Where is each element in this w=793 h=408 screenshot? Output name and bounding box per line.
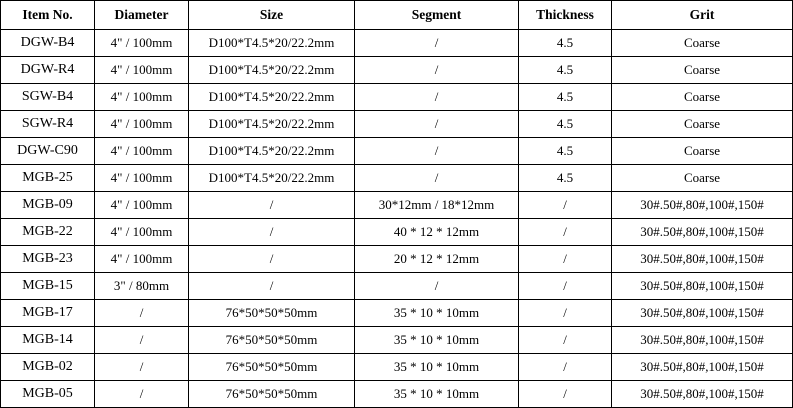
- cell-diameter: /: [95, 354, 189, 381]
- cell-thickness: 4.5: [519, 111, 612, 138]
- cell-thickness: 4.5: [519, 138, 612, 165]
- cell-segment: /: [355, 84, 519, 111]
- cell-size: /: [189, 246, 355, 273]
- cell-segment: 40 * 12 * 12mm: [355, 219, 519, 246]
- cell-size: 76*50*50*50mm: [189, 381, 355, 408]
- cell-diameter: /: [95, 300, 189, 327]
- cell-thickness: 4.5: [519, 165, 612, 192]
- cell-segment: 35 * 10 * 10mm: [355, 381, 519, 408]
- table-header-row: [1, 1, 793, 30]
- cell-size: D100*T4.5*20/22.2mm: [189, 84, 355, 111]
- cell-diameter: 4" / 100mm: [95, 246, 189, 273]
- cell-thickness: /: [519, 192, 612, 219]
- cell-thickness: /: [519, 327, 612, 354]
- cell-grit: 30#.50#,80#,100#,150#: [612, 273, 793, 300]
- cell-size: /: [189, 192, 355, 219]
- cell-grit: 30#.50#,80#,100#,150#: [612, 219, 793, 246]
- cell-diameter: 4" / 100mm: [95, 219, 189, 246]
- header-segment: Segment: [355, 1, 519, 30]
- cell-segment: /: [355, 30, 519, 57]
- cell-segment: 35 * 10 * 10mm: [355, 327, 519, 354]
- header-size: Size: [189, 1, 355, 30]
- cell-thickness: /: [519, 300, 612, 327]
- cell-grit: 30#.50#,80#,100#,150#: [612, 381, 793, 408]
- cell-grit: 30#.50#,80#,100#,150#: [612, 246, 793, 273]
- cell-item-no: MGB-05: [1, 381, 95, 408]
- cell-diameter: 4" / 100mm: [95, 165, 189, 192]
- cell-diameter: 4" / 100mm: [95, 111, 189, 138]
- cell-size: /: [189, 219, 355, 246]
- cell-diameter: /: [95, 327, 189, 354]
- table-row: [1, 273, 793, 300]
- cell-item-no: MGB-25: [1, 165, 95, 192]
- cell-size: D100*T4.5*20/22.2mm: [189, 138, 355, 165]
- header-grit: Grit: [612, 1, 793, 30]
- cell-size: 76*50*50*50mm: [189, 354, 355, 381]
- table-row: [1, 327, 793, 354]
- cell-grit: Coarse: [612, 111, 793, 138]
- header-thickness: Thickness: [519, 1, 612, 30]
- cell-size: D100*T4.5*20/22.2mm: [189, 111, 355, 138]
- cell-diameter: 4" / 100mm: [95, 84, 189, 111]
- table-row: [1, 57, 793, 84]
- cell-item-no: DGW-C90: [1, 138, 95, 165]
- cell-size: D100*T4.5*20/22.2mm: [189, 57, 355, 84]
- cell-thickness: /: [519, 381, 612, 408]
- cell-segment: 35 * 10 * 10mm: [355, 354, 519, 381]
- cell-grit: Coarse: [612, 57, 793, 84]
- cell-item-no: DGW-B4: [1, 30, 95, 57]
- cell-thickness: /: [519, 246, 612, 273]
- cell-item-no: MGB-02: [1, 354, 95, 381]
- cell-size: /: [189, 273, 355, 300]
- table-row: [1, 219, 793, 246]
- cell-grit: Coarse: [612, 30, 793, 57]
- table-row: [1, 30, 793, 57]
- cell-segment: /: [355, 57, 519, 84]
- cell-item-no: MGB-15: [1, 273, 95, 300]
- table-row: [1, 381, 793, 408]
- table-row: [1, 165, 793, 192]
- table-row: [1, 300, 793, 327]
- cell-grit: 30#.50#,80#,100#,150#: [612, 327, 793, 354]
- table-row: [1, 138, 793, 165]
- table-row: [1, 84, 793, 111]
- cell-segment: 30*12mm / 18*12mm: [355, 192, 519, 219]
- cell-grit: Coarse: [612, 165, 793, 192]
- table-row: [1, 111, 793, 138]
- cell-diameter: 3" / 80mm: [95, 273, 189, 300]
- table-row: [1, 354, 793, 381]
- cell-segment: /: [355, 273, 519, 300]
- cell-item-no: MGB-14: [1, 327, 95, 354]
- cell-item-no: MGB-17: [1, 300, 95, 327]
- cell-grit: Coarse: [612, 84, 793, 111]
- cell-segment: 35 * 10 * 10mm: [355, 300, 519, 327]
- cell-grit: 30#.50#,80#,100#,150#: [612, 192, 793, 219]
- header-item-no: Item No.: [1, 1, 95, 30]
- cell-item-no: MGB-23: [1, 246, 95, 273]
- cell-size: D100*T4.5*20/22.2mm: [189, 30, 355, 57]
- cell-thickness: 4.5: [519, 57, 612, 84]
- cell-segment: /: [355, 138, 519, 165]
- cell-grit: 30#.50#,80#,100#,150#: [612, 300, 793, 327]
- cell-size: D100*T4.5*20/22.2mm: [189, 165, 355, 192]
- table-row: [1, 192, 793, 219]
- header-diameter: Diameter: [95, 1, 189, 30]
- cell-item-no: MGB-22: [1, 219, 95, 246]
- cell-thickness: /: [519, 219, 612, 246]
- cell-thickness: /: [519, 273, 612, 300]
- cell-segment: 20 * 12 * 12mm: [355, 246, 519, 273]
- cell-grit: Coarse: [612, 138, 793, 165]
- cell-thickness: 4.5: [519, 30, 612, 57]
- cell-size: 76*50*50*50mm: [189, 300, 355, 327]
- cell-diameter: /: [95, 381, 189, 408]
- cell-item-no: SGW-B4: [1, 84, 95, 111]
- cell-thickness: /: [519, 354, 612, 381]
- cell-item-no: SGW-R4: [1, 111, 95, 138]
- cell-diameter: 4" / 100mm: [95, 192, 189, 219]
- cell-segment: /: [355, 165, 519, 192]
- cell-item-no: DGW-R4: [1, 57, 95, 84]
- cell-diameter: 4" / 100mm: [95, 30, 189, 57]
- cell-segment: /: [355, 111, 519, 138]
- cell-size: 76*50*50*50mm: [189, 327, 355, 354]
- cell-thickness: 4.5: [519, 84, 612, 111]
- table-row: [1, 246, 793, 273]
- cell-item-no: MGB-09: [1, 192, 95, 219]
- cell-diameter: 4" / 100mm: [95, 57, 189, 84]
- cell-diameter: 4" / 100mm: [95, 138, 189, 165]
- cell-grit: 30#.50#,80#,100#,150#: [612, 354, 793, 381]
